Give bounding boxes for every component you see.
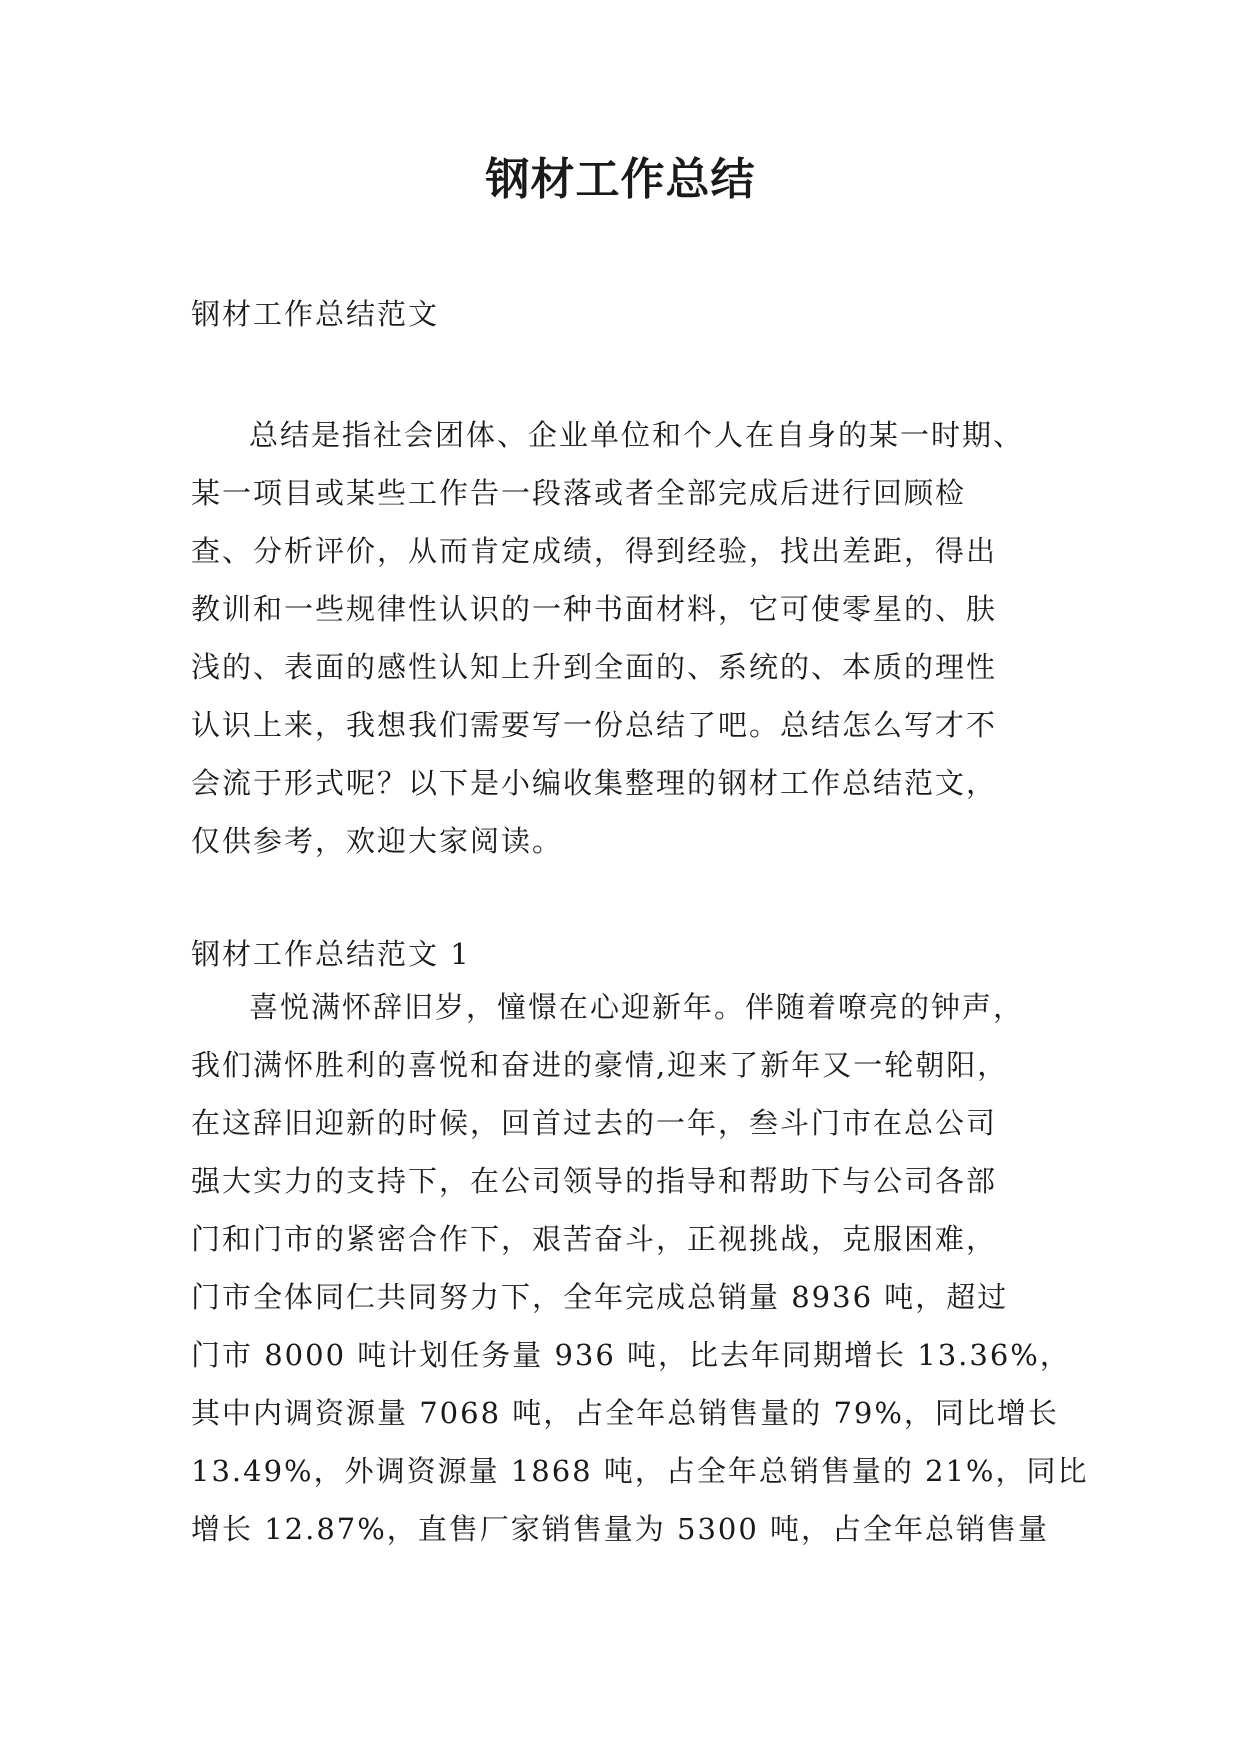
section-line: 门市全体同仁共同努力下，全年完成总销量 8936 吨，超过 <box>191 1280 1009 1314</box>
intro-paragraph <box>191 406 1051 870</box>
intro-line: 会流于形式呢？以下是小编收集整理的钢材工作总结范文， <box>191 766 998 800</box>
section-line: 我们满怀胜利的喜悦和奋进的豪情,迎来了新年又一轮朝阳， <box>191 1048 1009 1082</box>
section-line: 增长 12.87%，直售厂家销售量为 5300 吨，占全年总销售量 <box>191 1512 1050 1546</box>
section-paragraph <box>191 978 1089 1558</box>
intro-line: 认识上来，我想我们需要写一份总结了吧。总结怎么写才不 <box>191 708 998 742</box>
intro-line: 浅的、表面的感性认知上升到全面的、系统的、本质的理性 <box>191 650 998 684</box>
section-line: 强大实力的支持下，在公司领导的指导和帮助下与公司各部 <box>191 1164 998 1198</box>
section-line: 其中内调资源量 7068 吨，占全年总销售量的 79%，同比增长 <box>191 1396 1059 1430</box>
intro-line: 仅供参考，欢迎大家阅读。 <box>191 824 564 858</box>
intro-line: 教训和一些规律性认识的一种书面材料，它可使零星的、肤 <box>191 592 998 626</box>
section-line: 在这辞旧迎新的时候，回首过去的一年，叁斗门市在总公司 <box>191 1106 998 1140</box>
section-line: 门和门市的紧密合作下，艰苦奋斗，正视挑战，克服困难， <box>191 1222 998 1256</box>
section-line: 门市 8000 吨计划任务量 936 吨，比去年同期增长 13.36%， <box>191 1338 1071 1372</box>
section-heading: 钢材工作总结范文 1 <box>191 937 471 971</box>
intro-line: 某一项目或某些工作告一段落或者全部完成后进行回顾检 <box>191 476 967 510</box>
section-line: 13.49%，外调资源量 1868 吨，占全年总销售量的 21%，同比 <box>191 1454 1089 1488</box>
document-title: 钢材工作总结 <box>485 154 756 205</box>
section-line: 喜悦满怀辞旧岁，憧憬在心迎新年。伴随着嘹亮的钟声， <box>249 990 1025 1024</box>
document-subtitle: 钢材工作总结范文 <box>191 297 440 331</box>
intro-line: 查、分析评价，从而肯定成绩，得到经验，找出差距，得出 <box>191 534 998 568</box>
intro-line: 总结是指社会团体、企业单位和个人在自身的某一时期、 <box>249 418 1025 452</box>
